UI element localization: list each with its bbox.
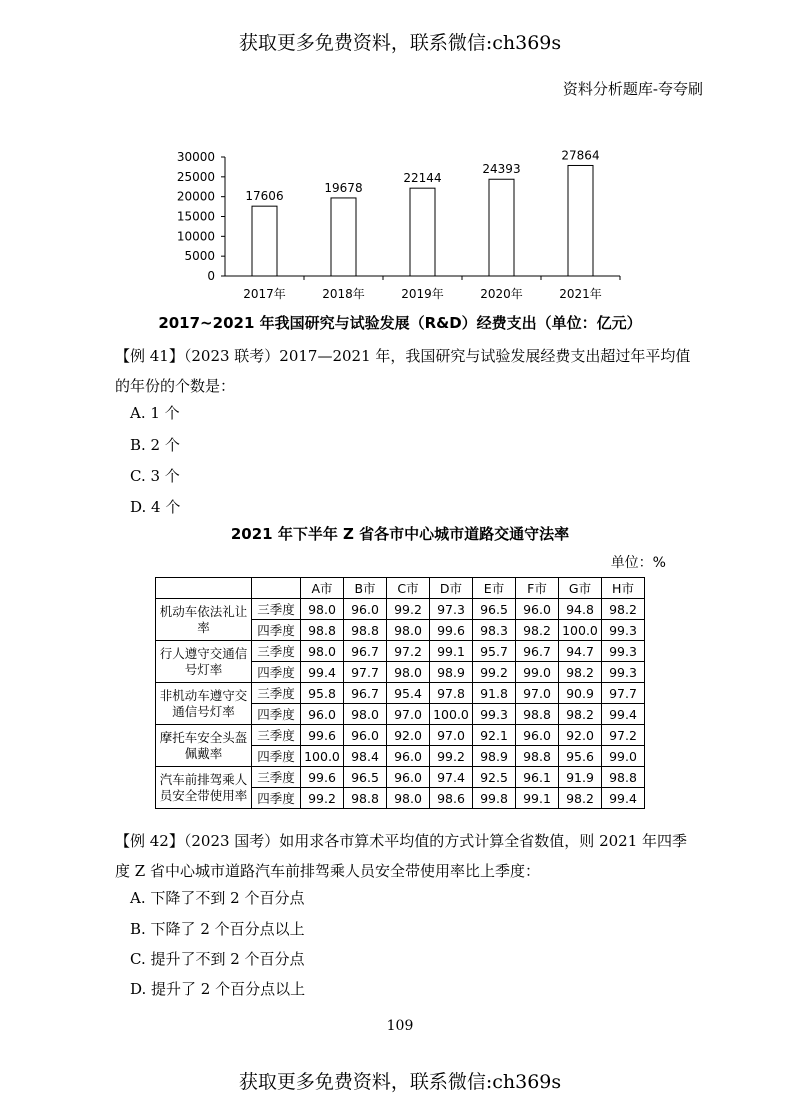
table-cell: 96.5 bbox=[344, 767, 387, 788]
y-tick-label: 20000 bbox=[176, 189, 215, 204]
row-category: 机动车依法礼让率 bbox=[156, 599, 252, 641]
quarter-label: 四季度 bbox=[252, 746, 301, 767]
table-cell: 99.2 bbox=[430, 746, 473, 767]
table-cell: 98.8 bbox=[344, 620, 387, 641]
table-cell: 97.0 bbox=[516, 683, 559, 704]
q42-option-b: B. 下降了 2 个百分点以上 bbox=[130, 920, 305, 938]
table-cell: 98.8 bbox=[516, 704, 559, 725]
col-header: A市 bbox=[301, 578, 344, 599]
table-cell: 99.4 bbox=[301, 662, 344, 683]
bar-value-label: 22144 bbox=[403, 171, 442, 186]
page-header: 资料分析题库-夸夸刷 bbox=[562, 80, 703, 98]
table-cell: 92.1 bbox=[473, 725, 516, 746]
table-cell: 99.3 bbox=[602, 641, 645, 662]
table-cell: 96.7 bbox=[344, 641, 387, 662]
table-cell: 96.0 bbox=[387, 746, 430, 767]
table-cell: 91.8 bbox=[473, 683, 516, 704]
table-cell: 98.8 bbox=[301, 620, 344, 641]
table-row bbox=[156, 683, 645, 704]
table-cell: 98.2 bbox=[559, 662, 602, 683]
table-cell: 95.7 bbox=[473, 641, 516, 662]
quarter-label: 四季度 bbox=[252, 788, 301, 809]
table-cell: 99.4 bbox=[602, 788, 645, 809]
quarter-label: 三季度 bbox=[252, 641, 301, 662]
table-cell: 99.2 bbox=[301, 788, 344, 809]
bar bbox=[410, 188, 435, 276]
table-cell: 98.8 bbox=[602, 767, 645, 788]
row-category: 非机动车遵守交通信号灯率 bbox=[156, 683, 252, 725]
table-cell: 98.2 bbox=[559, 788, 602, 809]
table-cell: 99.6 bbox=[430, 620, 473, 641]
table-unit: 单位：% bbox=[610, 555, 666, 571]
q42-option-c: C. 提升了不到 2 个百分点 bbox=[130, 950, 305, 968]
table-cell: 95.4 bbox=[387, 683, 430, 704]
bar bbox=[331, 198, 356, 276]
table-cell: 99.8 bbox=[473, 788, 516, 809]
table-cell: 90.9 bbox=[559, 683, 602, 704]
table-cell: 92.0 bbox=[387, 725, 430, 746]
table-cell: 94.7 bbox=[559, 641, 602, 662]
x-tick-label: 2017年 bbox=[243, 287, 286, 301]
q42-option-a: A. 下降了不到 2 个百分点 bbox=[130, 889, 305, 907]
quarter-label: 三季度 bbox=[252, 767, 301, 788]
q42-option-d: D. 提升了 2 个百分点以上 bbox=[130, 980, 306, 998]
col-header: H市 bbox=[602, 578, 645, 599]
q41-option-c: C. 3 个 bbox=[130, 467, 180, 485]
table-cell: 96.7 bbox=[344, 683, 387, 704]
table-cell: 91.9 bbox=[559, 767, 602, 788]
question-41-text: 【例 41】（2023 联考）2017—2021 年，我国研究与试验发展经费支出超过年平均值的年份的个数是： bbox=[115, 347, 691, 395]
table-cell: 98.9 bbox=[473, 746, 516, 767]
table-cell: 98.0 bbox=[301, 599, 344, 620]
table-cell: 98.2 bbox=[602, 599, 645, 620]
bar bbox=[252, 206, 277, 276]
header-corner-quarter bbox=[252, 578, 301, 599]
table-cell: 99.6 bbox=[301, 767, 344, 788]
col-header: B市 bbox=[344, 578, 387, 599]
quarter-label: 三季度 bbox=[252, 599, 301, 620]
y-tick-label: 10000 bbox=[176, 229, 215, 244]
col-header: F市 bbox=[516, 578, 559, 599]
table-cell: 99.1 bbox=[516, 788, 559, 809]
question-42-text: 【例 42】（2023 国考）如用求各市算术平均值的方式计算全省数值，则 2021 年四季度 Z 省中心城市道路汽车前排驾乘人员安全带使用率比上季度： bbox=[115, 832, 688, 880]
bar-value-label: 19678 bbox=[324, 180, 363, 195]
table-title: 2021 年下半年 Z 省各市中心城市道路交通守法率 bbox=[230, 525, 570, 543]
table-cell: 98.8 bbox=[344, 788, 387, 809]
bar-value-label: 24393 bbox=[482, 162, 521, 177]
y-tick-label: 0 bbox=[207, 269, 215, 283]
table-row bbox=[156, 767, 645, 788]
row-category: 行人遵守交通信号灯率 bbox=[156, 641, 252, 683]
table-cell: 96.0 bbox=[387, 767, 430, 788]
table-cell: 96.0 bbox=[516, 599, 559, 620]
x-tick-label: 2020年 bbox=[480, 287, 523, 301]
page-number: 109 bbox=[386, 1018, 414, 1034]
table-cell: 96.0 bbox=[516, 725, 559, 746]
quarter-label: 三季度 bbox=[252, 683, 301, 704]
quarter-label: 四季度 bbox=[252, 704, 301, 725]
table-cell: 98.6 bbox=[430, 788, 473, 809]
col-header: G市 bbox=[559, 578, 602, 599]
table-cell: 98.2 bbox=[516, 620, 559, 641]
watermark-top: 获取更多免费资料，联系微信:ch369s bbox=[238, 32, 562, 54]
table-cell: 98.3 bbox=[473, 620, 516, 641]
col-header: D市 bbox=[430, 578, 473, 599]
row-category: 摩托车安全头盔佩戴率 bbox=[156, 725, 252, 767]
table-cell: 100.0 bbox=[301, 746, 344, 767]
table-cell: 99.1 bbox=[430, 641, 473, 662]
table-cell: 96.5 bbox=[473, 599, 516, 620]
q41-option-b: B. 2 个 bbox=[130, 436, 180, 454]
table-cell: 97.4 bbox=[430, 767, 473, 788]
row-category: 汽车前排驾乘人员安全带使用率 bbox=[156, 767, 252, 809]
y-tick-label: 15000 bbox=[176, 209, 215, 224]
table-cell: 99.2 bbox=[387, 599, 430, 620]
table-cell: 99.2 bbox=[473, 662, 516, 683]
table-cell: 99.0 bbox=[602, 746, 645, 767]
y-tick-label: 30000 bbox=[176, 150, 215, 164]
x-tick-label: 2018年 bbox=[322, 287, 365, 301]
table-cell: 98.4 bbox=[344, 746, 387, 767]
table-cell: 98.0 bbox=[387, 662, 430, 683]
table-cell: 98.8 bbox=[516, 746, 559, 767]
bar bbox=[489, 179, 514, 276]
table-cell: 95.8 bbox=[301, 683, 344, 704]
table-cell: 92.5 bbox=[473, 767, 516, 788]
table-cell: 97.0 bbox=[387, 704, 430, 725]
quarter-label: 四季度 bbox=[252, 662, 301, 683]
x-tick-label: 2021年 bbox=[559, 287, 602, 301]
table-row bbox=[156, 599, 645, 620]
table-cell: 92.0 bbox=[559, 725, 602, 746]
table-cell: 99.3 bbox=[602, 662, 645, 683]
table-cell: 99.0 bbox=[516, 662, 559, 683]
table-row bbox=[156, 641, 645, 662]
table-cell: 98.0 bbox=[387, 620, 430, 641]
table-cell: 96.7 bbox=[516, 641, 559, 662]
table-cell: 98.0 bbox=[387, 788, 430, 809]
table-cell: 97.8 bbox=[430, 683, 473, 704]
q41-option-d: D. 4 个 bbox=[130, 498, 181, 516]
table-cell: 98.0 bbox=[344, 704, 387, 725]
table-cell: 97.7 bbox=[344, 662, 387, 683]
quarter-label: 四季度 bbox=[252, 620, 301, 641]
table-cell: 96.1 bbox=[516, 767, 559, 788]
table-cell: 100.0 bbox=[430, 704, 473, 725]
bar-value-label: 17606 bbox=[245, 189, 284, 204]
table-cell: 97.3 bbox=[430, 599, 473, 620]
col-header: E市 bbox=[473, 578, 516, 599]
header-corner bbox=[156, 578, 252, 599]
y-tick-label: 5000 bbox=[184, 249, 215, 264]
watermark-bottom: 获取更多免费资料，联系微信:ch369s bbox=[238, 1071, 562, 1093]
q41-option-a: A. 1 个 bbox=[130, 404, 180, 422]
table-cell: 99.6 bbox=[301, 725, 344, 746]
y-tick-label: 25000 bbox=[176, 169, 215, 184]
table-cell: 96.0 bbox=[344, 725, 387, 746]
table-cell: 99.4 bbox=[602, 704, 645, 725]
table-cell: 97.7 bbox=[602, 683, 645, 704]
table-cell: 98.0 bbox=[301, 641, 344, 662]
table-cell: 98.2 bbox=[559, 704, 602, 725]
chart-caption: 2017~2021 年我国研究与试验发展（R&D）经费支出（单位：亿元） bbox=[158, 314, 642, 332]
table-cell: 97.2 bbox=[602, 725, 645, 746]
table-cell: 97.2 bbox=[387, 641, 430, 662]
quarter-label: 三季度 bbox=[252, 725, 301, 746]
table-cell: 94.8 bbox=[559, 599, 602, 620]
traffic-compliance-table bbox=[155, 577, 645, 809]
table-cell: 96.0 bbox=[344, 599, 387, 620]
bar bbox=[568, 165, 593, 276]
table-cell: 99.3 bbox=[473, 704, 516, 725]
table-cell: 96.0 bbox=[301, 704, 344, 725]
table-cell: 100.0 bbox=[559, 620, 602, 641]
table-cell: 98.9 bbox=[430, 662, 473, 683]
table-cell: 97.0 bbox=[430, 725, 473, 746]
bar-value-label: 27864 bbox=[561, 148, 600, 163]
table-header-row bbox=[156, 578, 645, 599]
table-cell: 95.6 bbox=[559, 746, 602, 767]
rd-expenditure-chart bbox=[165, 145, 635, 310]
table-cell: 99.3 bbox=[602, 620, 645, 641]
table-row bbox=[156, 725, 645, 746]
col-header: C市 bbox=[387, 578, 430, 599]
x-tick-label: 2019年 bbox=[401, 287, 444, 301]
